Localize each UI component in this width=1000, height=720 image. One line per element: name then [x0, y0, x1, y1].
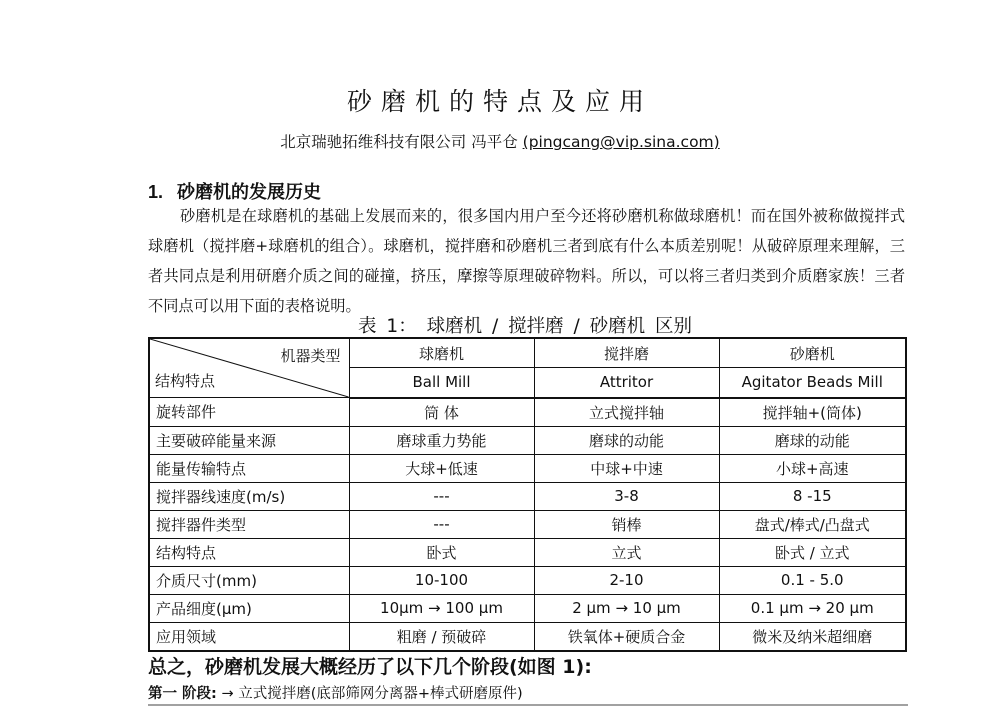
author-company: 北京瑞驰拓维科技有限公司 冯平仓 — [280, 133, 518, 151]
table-cell: 销棒 — [534, 510, 719, 538]
table-row — [149, 622, 906, 651]
row-label: 旋转部件 — [149, 398, 349, 427]
summary-text: 总之，砂磨机发展大概经历了以下几个阶段(如图 1): — [148, 656, 592, 678]
table-row — [149, 566, 906, 594]
document-title: 砂磨机的特点及应用 — [346, 87, 653, 116]
table-cell: 2-10 — [534, 566, 719, 594]
column-header: 球磨机 — [349, 338, 534, 368]
column-header: 搅拌磨 — [534, 338, 719, 368]
table-cell: 筒 体 — [349, 398, 534, 427]
table-row — [149, 594, 906, 622]
table-cell: 中球+中速 — [534, 454, 719, 482]
table-cell: --- — [349, 510, 534, 538]
column-header-english: Ball Mill — [349, 368, 534, 398]
table-cell: 0.1 μm → 20 μm — [719, 594, 906, 622]
table-row — [149, 482, 906, 510]
row-label: 应用领域 — [149, 622, 349, 651]
table-cell: 搅拌轴+(筒体) — [719, 398, 906, 427]
row-label: 介质尺寸(mm) — [149, 566, 349, 594]
table-cell: --- — [349, 482, 534, 510]
row-label: 搅拌器线速度(m/s) — [149, 482, 349, 510]
row-label: 搅拌器件类型 — [149, 510, 349, 538]
stage-one-label: 第一 阶段: — [148, 686, 217, 702]
section-title: 砂磨机的发展历史 — [177, 182, 322, 203]
table-cell: 立式 — [534, 538, 719, 566]
row-label: 产品细度(μm) — [149, 594, 349, 622]
table-row — [149, 426, 906, 454]
column-header-english: Attritor — [534, 368, 719, 398]
table-cell: 大球+低速 — [349, 454, 534, 482]
column-header: 砂磨机 — [719, 338, 906, 368]
table-cell: 立式搅拌轴 — [534, 398, 719, 427]
table-cell: 小球+高速 — [719, 454, 906, 482]
table-row — [149, 454, 906, 482]
table-row — [149, 538, 906, 566]
table-cell: 2 μm → 10 μm — [534, 594, 719, 622]
table-cell: 磨球的动能 — [719, 426, 906, 454]
section-paragraph: 砂磨机是在球磨机的基础上发展而来的，很多国内用户至今还将砂磨机称做球磨机！而在国外被称做搅拌式球磨机（搅拌磨+球磨机的组合）。球磨机，搅拌磨和砂磨机三者到底有什么本质差别呢！从破碎原理来理解，三者共同点是利用研磨介质之间的碰撞，挤压，摩擦等原理破碎物料。所以，可以将三者归类到介质磨家族！三者不同点可以用下面的表格说明。 — [148, 207, 905, 315]
stage-one-text: → 立式搅拌磨(底部筛网分离器+棒式研磨原件) — [221, 686, 523, 702]
cut-off-text-line — [148, 704, 908, 720]
author-line — [0, 130, 1000, 152]
table-cell: 盘式/棒式/凸盘式 — [719, 510, 906, 538]
table-row — [149, 510, 906, 538]
table-cell: 3-8 — [534, 482, 719, 510]
table-cell: 卧式 / 立式 — [719, 538, 906, 566]
corner-top-label: 机器类型 — [280, 347, 341, 365]
corner-bottom-label: 结构特点 — [155, 372, 216, 390]
table-cell: 铁氧体+硬质合金 — [534, 622, 719, 651]
comparison-table — [148, 337, 907, 652]
section-number: 1. — [148, 182, 164, 202]
table-cell: 8 -15 — [719, 482, 906, 510]
row-label: 结构特点 — [149, 538, 349, 566]
table-row — [149, 398, 906, 427]
table-cell: 微米及纳米超细磨 — [719, 622, 906, 651]
table-cell: 磨球重力势能 — [349, 426, 534, 454]
stage-one-line — [148, 682, 523, 703]
table-cell: 0.1 - 5.0 — [719, 566, 906, 594]
table-cell: 粗磨 / 预破碎 — [349, 622, 534, 651]
table-corner-cell — [149, 338, 349, 398]
table-header-row — [149, 338, 906, 368]
table-cell: 磨球的动能 — [534, 426, 719, 454]
row-label: 主要破碎能量来源 — [149, 426, 349, 454]
table-cell: 10μm → 100 μm — [349, 594, 534, 622]
column-header-english: Agitator Beads Mill — [719, 368, 906, 398]
row-label: 能量传输特点 — [149, 454, 349, 482]
table-cell: 卧式 — [349, 538, 534, 566]
author-email-link[interactable]: (pingcang@vip.sina.com) — [522, 133, 720, 151]
table-caption: 表 1： 球磨机 / 搅拌磨 / 砂磨机 区别 — [358, 316, 692, 337]
table-cell: 10-100 — [349, 566, 534, 594]
